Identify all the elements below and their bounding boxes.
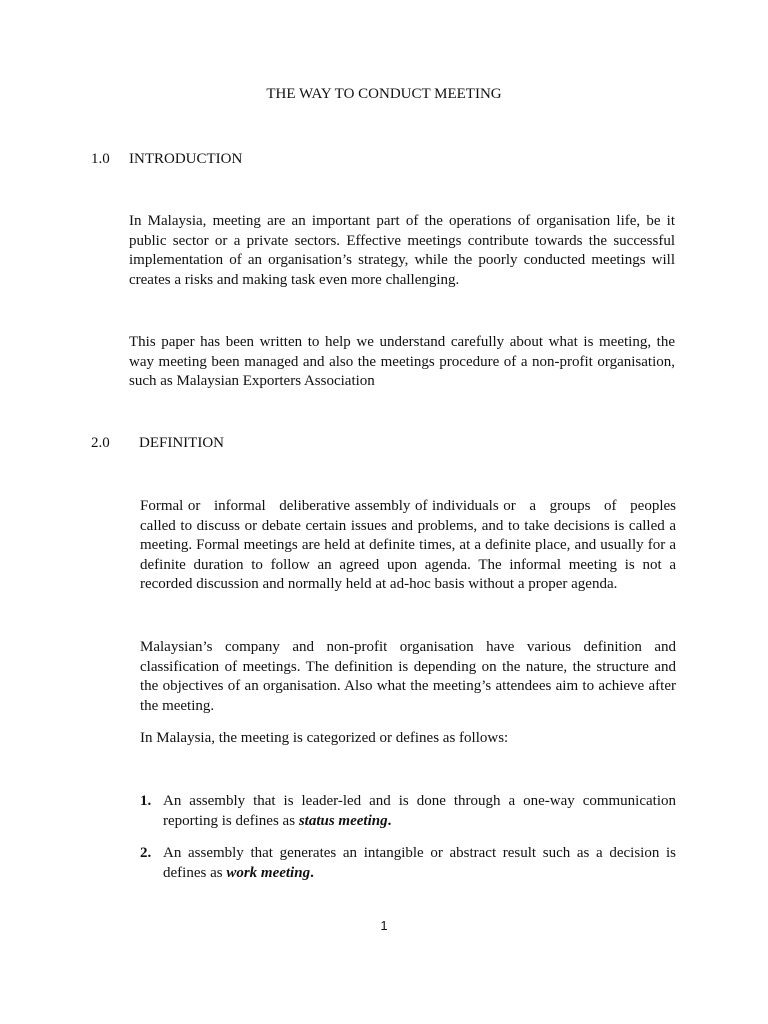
list-item-body: An assembly that generates an intangible or abstract result such as a decision is defines as xyxy=(163,845,676,881)
section-number: 1.0 xyxy=(91,151,110,167)
list-item-body: An assembly that is leader-led and is done through a one-way communication reporting is defines as xyxy=(163,793,676,829)
section-heading-definition xyxy=(91,435,224,452)
list-item-number: 2. xyxy=(140,845,152,861)
list-item-emphasis: status meeting xyxy=(298,812,388,829)
page-number: 1 xyxy=(380,918,388,933)
list-item-suffix: . xyxy=(310,864,314,881)
list-item xyxy=(140,844,676,883)
document-title: THE WAY TO CONDUCT MEETING xyxy=(266,86,502,102)
list-item xyxy=(140,792,676,831)
section-title: DEFINITION xyxy=(139,435,224,451)
list-item-text xyxy=(163,844,676,883)
list-item-suffix: . xyxy=(387,812,392,829)
section-title: INTRODUCTION xyxy=(129,151,243,167)
list-item-number: 1. xyxy=(140,793,152,809)
definition-paragraph-3: In Malaysia, the meeting is categorized or defines as follows: xyxy=(140,730,509,746)
section-number: 2.0 xyxy=(91,435,110,451)
list-item-emphasis: work meeting xyxy=(226,864,311,881)
list-item-text xyxy=(163,792,676,831)
intro-paragraph-2: This paper has been written to help we understand carefully about what is meeting, the way meeting been managed and also the meetings procedure of a non-profit organisation, such as Malaysian Exporters Association xyxy=(129,334,675,390)
definition-paragraph-2: Malaysian’s company and non-profit organisation have various definition and classification of meetings. The definition is depending on the nature, the structure and the objectives of an organisation. Also what the meeting’s attendees aim to achieve after the meeting. xyxy=(140,639,676,714)
definition-paragraph-1: Formal or informal deliberative assembly of individuals or a groups of peoples called to discuss or debate certain issues and problems, and to take decisions is called a meeting. Formal meetings are held at definite times, at a definite place, and usually for a definite duration to follow an agreed upon agenda. The informal meeting is not a recorded discussion and normally held at ad-hoc basis without a proper agenda. xyxy=(140,498,680,593)
section-heading-introduction xyxy=(91,151,242,168)
intro-paragraph-1: In Malaysia, meeting are an important part of the operations of organisation life, be it public sector or a private sectors. Effective meetings contribute towards the successful implementation of an organisation’s strategy, while the poorly conducted meetings will creates a risks and making task even more challenging. xyxy=(129,213,675,288)
